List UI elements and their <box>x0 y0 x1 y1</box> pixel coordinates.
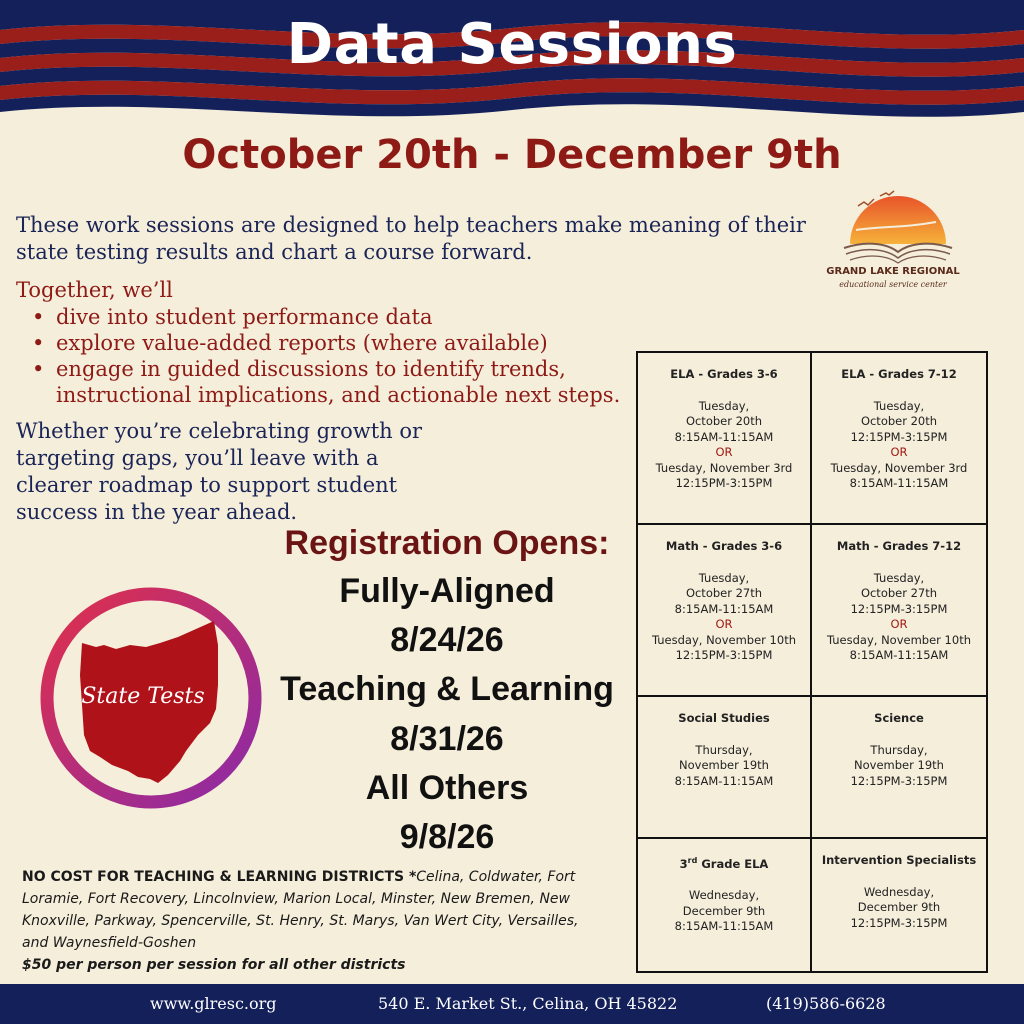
or-label: OR <box>890 445 908 459</box>
session-day: Tuesday, <box>698 570 750 585</box>
together-label: Together, we’ll <box>16 278 173 302</box>
session-day: Tuesday, <box>698 398 750 413</box>
session-alt-date: Tuesday, November 10th <box>826 632 971 647</box>
registration-group-date: 9/8/26 <box>399 818 495 856</box>
session-alt-time: 12:15PM-3:15PM <box>675 648 773 662</box>
schedule-cell <box>638 697 812 839</box>
registration-group-date: 8/24/26 <box>390 621 504 659</box>
badge-text: State Tests <box>81 684 205 709</box>
or-label: OR <box>715 617 733 631</box>
session-day: Wednesday, <box>688 888 760 903</box>
session-time: 12:15PM-3:15PM <box>850 915 948 930</box>
session-time: 12:15PM-3:15PM <box>850 601 948 616</box>
or-label: OR <box>715 445 733 459</box>
logo-subtitle: educational service center <box>839 280 947 289</box>
date-range: October 20th - December 9th <box>182 132 842 178</box>
schedule-cell <box>638 839 812 971</box>
registration-group-date: 8/31/26 <box>390 720 504 758</box>
phone-text[interactable]: (419)586-6628 <box>766 994 886 1013</box>
other-cost-text: $50 per person per session for all other districts <box>22 957 406 973</box>
no-cost-label: NO COST FOR TEACHING & LEARNING DISTRICTS * <box>22 869 417 885</box>
intro-text: These work sessions are designed to help teachers make meaning of their state testing results and chart a course forward. <box>16 213 806 264</box>
bullet-icon: • <box>32 331 45 355</box>
schedule-cell <box>812 525 986 697</box>
session-alt-date: Tuesday, November 3rd <box>830 460 968 475</box>
session-time: 8:15AM-11:15AM <box>674 919 774 934</box>
page-title: Data Sessions <box>286 12 738 77</box>
session-time: 8:15AM-11:15AM <box>674 429 774 444</box>
bullet-icon: • <box>32 305 45 329</box>
list-item <box>30 330 650 356</box>
state-tests-badge <box>38 585 264 811</box>
session-alt-time: 8:15AM-11:15AM <box>849 648 949 662</box>
schedule-cell <box>638 525 812 697</box>
session-date: October 27th <box>685 586 763 600</box>
session-time: 12:15PM-3:15PM <box>850 773 948 788</box>
title-rest: Grade ELA <box>697 856 769 871</box>
session-time: 8:15AM-11:15AM <box>674 601 774 616</box>
list-item-text: engage in guided discussions to identify trends, instructional implications, and actionable next steps. <box>56 357 621 407</box>
logo-name: GRAND LAKE REGIONAL <box>826 266 960 277</box>
session-title: Math - Grades 3-6 <box>665 539 783 553</box>
closing-text: Whether you’re celebrating growth or targeting gaps, you’ll leave with a clearer roadmap to support student success in the year ahead. <box>16 419 423 524</box>
session-date: October 20th <box>860 414 938 428</box>
list-item <box>30 304 650 330</box>
schedule-cell <box>638 353 812 525</box>
session-alt-time: 12:15PM-3:15PM <box>675 476 773 490</box>
session-title: Intervention Specialists <box>821 853 977 867</box>
schedule-cell <box>812 697 986 839</box>
session-day: Tuesday, <box>873 398 925 413</box>
title-number: 3 <box>679 856 688 871</box>
session-date: November 19th <box>854 758 944 772</box>
session-title <box>638 853 810 872</box>
schedule-cell <box>812 353 986 525</box>
bullet-icon: • <box>32 357 45 381</box>
session-time: 8:15AM-11:15AM <box>674 773 774 788</box>
session-date: October 27th <box>860 586 938 600</box>
address-text: 540 E. Market St., Celina, OH 45822 <box>378 994 678 1013</box>
session-title: ELA - Grades 3-6 <box>670 367 778 381</box>
session-day: Wednesday, <box>863 884 935 899</box>
session-title: Social Studies <box>678 711 770 725</box>
session-date: December 9th <box>857 900 941 914</box>
list-item <box>30 356 650 408</box>
schedule-table <box>636 351 988 973</box>
session-day: Tuesday, <box>873 570 925 585</box>
session-alt-date: Tuesday, November 3rd <box>655 460 793 475</box>
list-item-text: explore value-added reports (where available) <box>56 331 548 355</box>
registration-group-label: All Others <box>365 769 529 807</box>
session-alt-time: 8:15AM-11:15AM <box>849 476 949 490</box>
or-label: OR <box>890 617 908 631</box>
session-day: Thursday, <box>870 742 928 757</box>
registration-group-label: Teaching & Learning <box>280 670 614 708</box>
activity-list <box>30 304 650 408</box>
session-title: Science <box>874 711 924 725</box>
session-time: 12:15PM-3:15PM <box>850 429 948 444</box>
session-date: December 9th <box>682 903 766 918</box>
title-superscript: rd <box>687 856 698 865</box>
session-date: November 19th <box>679 758 769 772</box>
session-date: October 20th <box>685 414 763 428</box>
district-list: Celina, Coldwater, Fort Loramie, Fort Recovery, Lincolnview, Marion Local, Minster, New Bremen, New Knoxville, Parkway, Spencerville, St. Henry, St. Marys, Van Wert City, Versailles, and Waynesfield-Goshen <box>22 869 579 951</box>
registration-group-label: Fully-Aligned <box>339 572 555 610</box>
session-title: ELA - Grades 7-12 <box>841 367 957 381</box>
session-day: Thursday, <box>695 742 753 757</box>
list-item-text: dive into student performance data <box>56 305 433 329</box>
session-title: Math - Grades 7-12 <box>836 539 962 553</box>
pricing-note <box>22 866 582 976</box>
session-alt-date: Tuesday, November 10th <box>651 632 796 647</box>
registration-heading: Registration Opens: <box>284 524 610 562</box>
schedule-cell <box>812 839 986 971</box>
website-link[interactable]: www.glresc.org <box>150 994 277 1013</box>
